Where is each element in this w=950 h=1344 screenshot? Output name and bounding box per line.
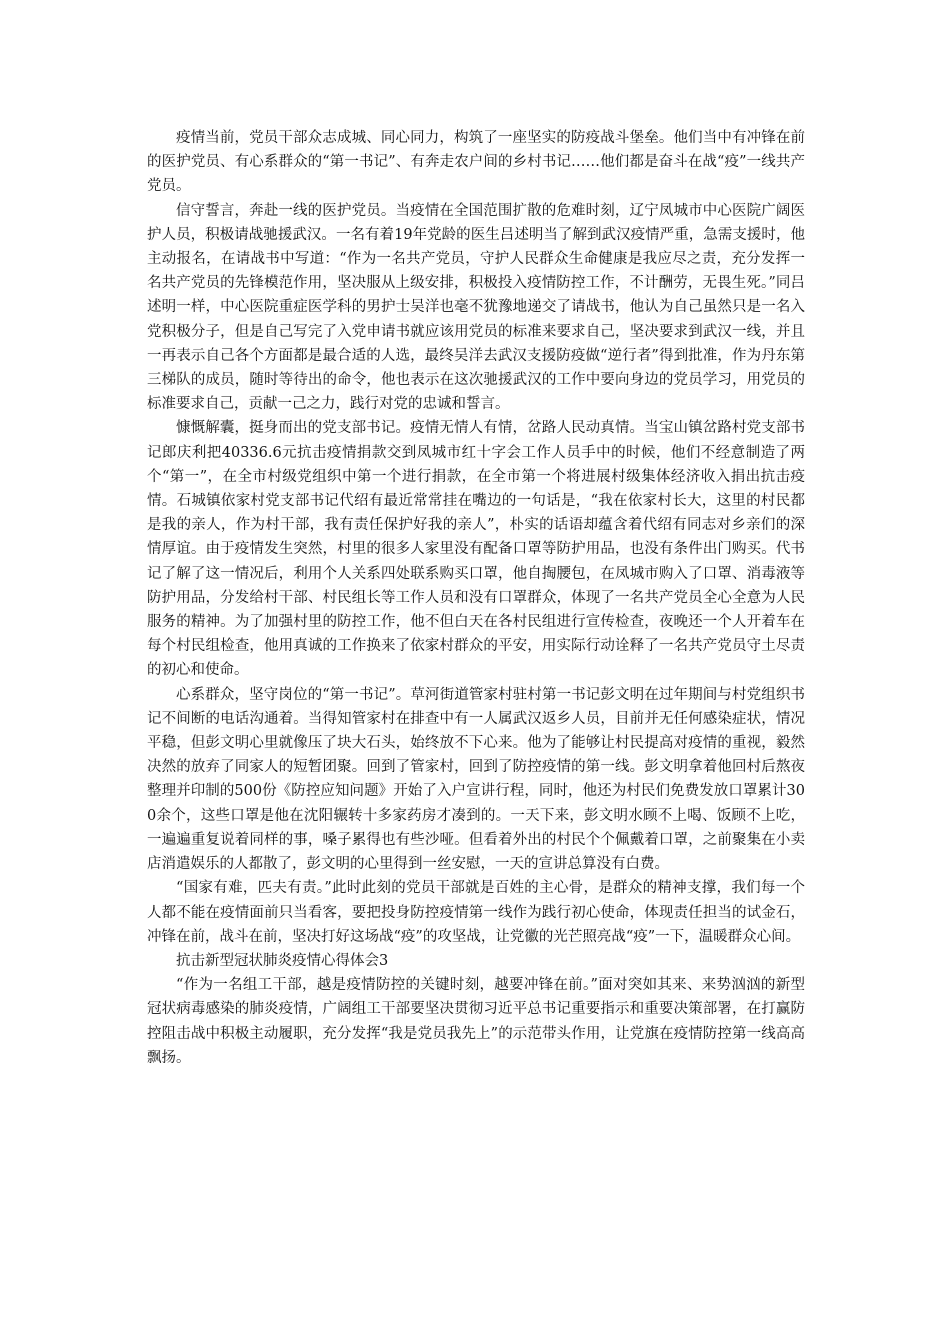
paragraph-party-secretary: 慷慨解囊，挺身而出的党支部书记。疫情无情人有情，岔路人民动真情。当宝山镇岔路村党支部书记郎庆利把40336.6元抗击疫情捐款交到凤城市红十字会工作人员手中的时候，他们不经意制造了两个“第一”，在全市村级党组织中第一个进行捐款，在全市第一个将进展村级集体经济收入捐出抗击疫情。石城镇依家村党支部书记代绍有最近常常挂在嘴边的一句话是，“我在依家村长大，这里的村民都是我的亲人，作为村干部，我有责任保护好我的亲人”，朴实的话语却蕴含着代绍有同志对乡亲们的深情厚谊。由于疫情发生突然，村里的很多人家里没有配备口罩等防护用品，也没有条件出门购买。代书记了解了这一情况后，利用个人关系四处联系购买口罩，他自掏腰包，在凤城市购入了口罩、消毒液等防护用品，分发给村干部、村民组长等工作人员和没有口罩群众，体现了一名共产党员全心全意为人民服务的精神。为了加强村里的防控工作，他不但白天在各村民组进行宣传检查，夜晚还一个人开着车在每个村民组检查，他用真诚的工作换来了依家村群众的平安，用实际行动诠释了一名共产党员守土尽责的初心和使命。: [147, 420, 805, 679]
document-body: [147, 126, 805, 1070]
paragraph-conclusion: “国家有难，匹夫有责。”此时此刻的党员干部就是百姓的主心骨，是群众的精神支撑，我们每一个人都不能在疫情面前只当看客，要把投身防控疫情第一线作为践行初心使命，体现责任担当的试金石，冲锋在前，战斗在前，坚决打好这场战“疫”的攻坚战，让党徽的光芒照亮战“疫”一下，温暖群众心间。: [147, 880, 805, 945]
section-heading: 抗击新型冠状肺炎疫情心得体会3: [176, 952, 389, 969]
paragraph-organization-cadre: “作为一名组工干部，越是疫情防控的关键时刻，越要冲锋在前。”面对突如其来、来势汹汹的新型冠状病毒感染的肺炎疫情，广阔组工干部要坚决贯彻习近平总书记重要指示和重要决策部署，在打赢防控阻击战中积极主动履职，充分发挥“我是党员我先上”的示范带头作用，让党旗在疫情防控第一线高高飘扬。: [147, 977, 805, 1066]
paragraph-intro: 疫情当前，党员干部众志成城、同心同力，构筑了一座坚实的防疫战斗堡垒。他们当中有冲锋在前的医护党员、有心系群众的“第一书记”、有奔走农户间的乡村书记……他们都是奋斗在战“疫”一线共产党员。: [147, 130, 805, 195]
paragraph-first-secretary: 心系群众，坚守岗位的“第一书记”。草河街道管家村驻村第一书记彭文明在过年期间与村党组织书记不间断的电话沟通着。当得知管家村在排查中有一人属武汉返乡人员，目前并无任何感染症状，情况平稳，但彭文明心里就像压了块大石头，始终放不下心来。他为了能够让村民提高对疫情的重视，毅然决然的放弃了同家人的短暂团聚。回到了管家村，回到了防控疫情的第一线。彭文明拿着他回村后熬夜整理并印制的500份《防控应知问题》开始了入户宣讲行程，同时，他还为村民们免费发放口罩累计300余个，这些口罩是他在沈阳辗转十多家药房才凑到的。一天下来，彭文明水顾不上喝、饭顾不上吃，一遍遍重复说着同样的事，嗓子累得也有些沙哑。但看着外出的村民个个佩戴着口罩，之前聚集在小卖店消遣娱乐的人都散了，彭文明的心里得到一丝安慰，一天的宣讲总算没有白费。: [147, 686, 805, 873]
paragraph-medical-staff: 信守誓言，奔赴一线的医护党员。当疫情在全国范围扩散的危难时刻，辽宁凤城市中心医院广阔医护人员，积极请战驰援武汉。一名有着19年党龄的医生吕述明当了解到武汉疫情严重，急需支援时，他主动报名，在请战书中写道：“作为一名共产党员，守护人民群众生命健康是我应尽之责，充分发挥一名共产党员的先锋模范作用，坚决服从上级安排，积极投入疫情防控工作，不计酬劳，无畏生死。”同吕述明一样，中心医院重症医学科的男护士吴洋也毫不犹豫地递交了请战书，他认为自己虽然只是一名入党积极分子，但是自己写完了入党申请书就应该用党员的标准来要求自己，坚决要求到武汉一线，并且一再表示自己各个方面都是最合适的人选，最终吴洋去武汉支援防疫做“逆行者”得到批准，作为丹东第三梯队的成员，随时等待出的命令，他也表示在这次驰援武汉的工作中要向身边的党员学习，用党员的标准要求自己，贡献一己之力，践行对党的忠诚和誓言。: [147, 202, 805, 413]
